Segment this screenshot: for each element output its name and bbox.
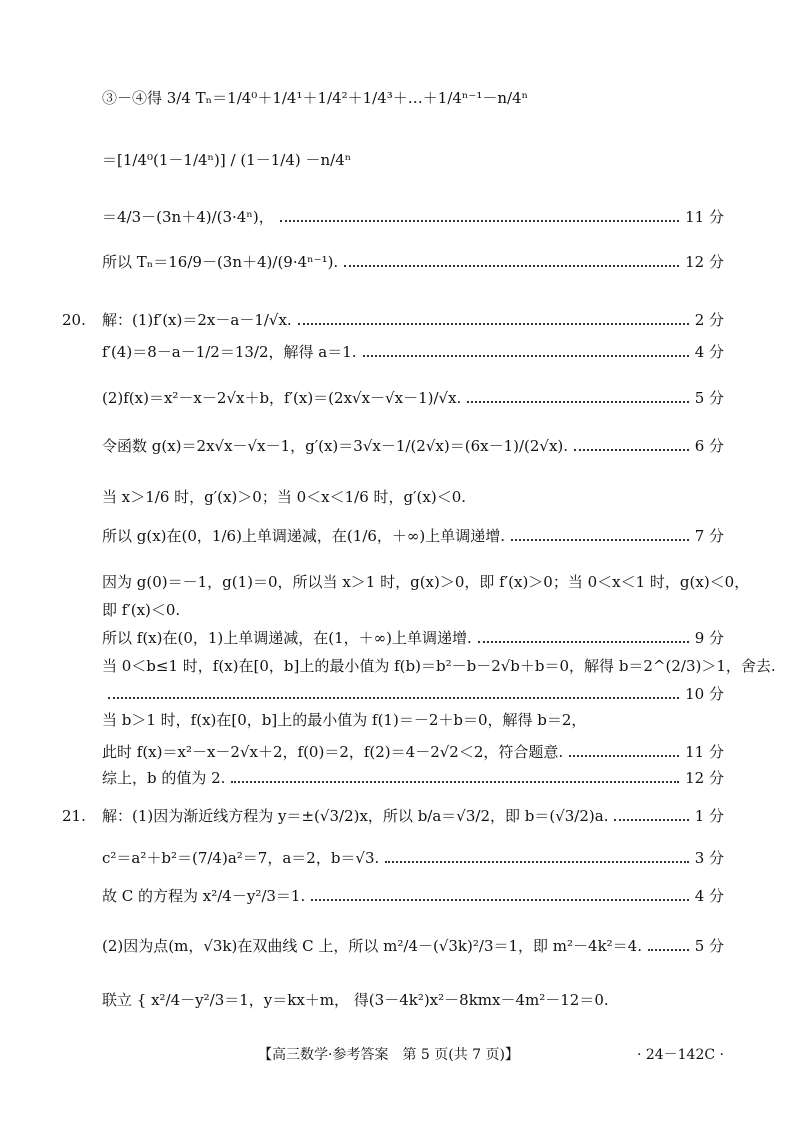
score-label: 11 分 (685, 208, 724, 226)
solution-line (102, 710, 724, 730)
score-label: 11 分 (685, 743, 724, 761)
solution-line (102, 600, 724, 620)
dot-leader (569, 755, 679, 757)
solution-text: 综上，b 的值为 2. (102, 769, 226, 787)
solution-text: 联立 { x²/4－y²/3＝1，y＝kx＋m， 得(3－4k²)x²－8kmx－4m²－12＝0. (102, 991, 609, 1009)
score-label: 5 分 (694, 937, 724, 955)
score-label: 6 分 (694, 437, 724, 455)
solution-line (102, 656, 776, 676)
dot-leader (614, 819, 688, 821)
dot-leader (311, 899, 688, 901)
solution-line (102, 207, 724, 227)
dot-leader (511, 539, 689, 541)
solution-line (102, 572, 750, 592)
score-label: 12 分 (685, 253, 724, 271)
solution-line (102, 768, 724, 788)
solution-line (102, 252, 724, 272)
footer-code: · 24－142C · (636, 1047, 724, 1063)
solution-text: ③－④得 3/4 Tₙ＝1/4⁰＋1/4¹＋1/4²＋1/4³＋…＋1/4ⁿ⁻¹－n/4ⁿ (102, 89, 529, 107)
solution-text: 当 b＞1 时，f(x)在[0，b]上的最小值为 f(1)＝－2＋b＝0，解得 b＝2， (102, 711, 587, 729)
solution-text: c²＝a²＋b²＝(7/4)a²＝7，a＝2，b＝√3. (102, 849, 380, 867)
solution-text: ＝[1/4⁰(1－1/4ⁿ)] / (1－1/4) －n/4ⁿ (102, 151, 352, 169)
score-label: 9 分 (694, 629, 724, 647)
dot-leader (467, 401, 688, 403)
solution-line (102, 436, 724, 456)
solution-line (102, 936, 724, 956)
solution-line (102, 742, 724, 762)
dot-leader (478, 641, 689, 643)
solution-text: (2)f(x)＝x²－x－2√x＋b，f′(x)＝(2x√x－√x－1)/√x. (102, 389, 462, 407)
dot-leader (574, 449, 689, 451)
solution-line (102, 150, 724, 170)
solution-line (102, 487, 724, 507)
solution-text: 故 C 的方程为 x²/4－y²/3＝1. (102, 887, 306, 905)
solution-line (102, 88, 724, 108)
score-label: 2 分 (694, 311, 724, 329)
solution-line (102, 628, 724, 648)
solution-line (62, 310, 724, 330)
solution-line (62, 806, 724, 826)
solution-text: ＝4/3－(3n＋4)/(3·4ⁿ)， (102, 208, 274, 226)
score-label: 1 分 (694, 807, 724, 825)
dot-leader (280, 220, 679, 222)
solution-line (102, 848, 724, 868)
solution-text: 因为 g(0)＝－1，g(1)＝0，所以当 x＞1 时，g(x)＞0，即 f′(x)＞0；当 0＜x＜1 时，g(x)＜0， (102, 573, 750, 591)
dot-leader (298, 323, 689, 325)
solution-line (102, 990, 724, 1010)
dot-leader (385, 861, 688, 863)
solution-text: 当 x＞1/6 时，g′(x)＞0；当 0＜x＜1/6 时，g′(x)＜0. (102, 488, 467, 506)
dot-leader (231, 781, 679, 783)
solution-text: 当 0＜b≤1 时，f(x)在[0，b]上的最小值为 f(b)＝b²－b－2√b＋b＝0，解得 b＝2^(2/3)＞1，舍去. (102, 657, 776, 675)
solution-line (102, 886, 724, 906)
solution-line (102, 684, 724, 704)
dot-leader (648, 949, 689, 951)
solution-line (102, 342, 724, 362)
score-label: 10 分 (685, 685, 724, 703)
score-label: 7 分 (694, 527, 724, 545)
solution-line (102, 526, 724, 546)
solution-text: 此时 f(x)＝x²－x－2√x＋2，f(0)＝2，f(2)＝4－2√2＜2，符合题意. (102, 743, 564, 761)
solution-text: 解：(1)f′(x)＝2x－a－1/√x. (102, 311, 292, 329)
solution-text: 所以 g(x)在(0，1/6)上单调递减，在(1/6，＋∞)上单调递增. (102, 527, 506, 545)
score-label: 4 分 (694, 887, 724, 905)
solution-text: 令函数 g(x)＝2x√x－√x－1，g′(x)＝3√x－1/(2√x)＝(6x－1)/(2√x). (102, 437, 569, 455)
solution-line (102, 388, 724, 408)
solution-text: 解：(1)因为渐近线方程为 y＝±(√3/2)x，所以 b/a＝√3/2，即 b＝(√3/2)a. (102, 807, 609, 825)
solution-text: 所以 Tₙ＝16/9－(3n＋4)/(9·4ⁿ⁻¹). (102, 253, 339, 271)
question-number: 21. (62, 807, 86, 825)
score-label: 5 分 (694, 389, 724, 407)
solution-text: (2)因为点(m，√3k)在双曲线 C 上，所以 m²/4－(√3k)²/3＝1，即 m²－4k²＝4. (102, 937, 642, 955)
footer-page-info: 【高三数学·参考答案 第 5 页(共 7 页)】 (258, 1047, 519, 1063)
solution-text: 即 f′(x)＜0. (102, 601, 181, 619)
dot-leader (344, 265, 679, 267)
dot-leader (363, 355, 689, 357)
score-label: 12 分 (685, 769, 724, 787)
dot-leader (108, 697, 679, 699)
question-number: 20. (62, 311, 86, 329)
solution-text: 所以 f(x)在(0，1)上单调递减，在(1，＋∞)上单调递增. (102, 629, 472, 647)
solution-text: f′(4)＝8－a－1/2＝13/2，解得 a＝1. (102, 343, 357, 361)
score-label: 3 分 (694, 849, 724, 867)
score-label: 4 分 (694, 343, 724, 361)
